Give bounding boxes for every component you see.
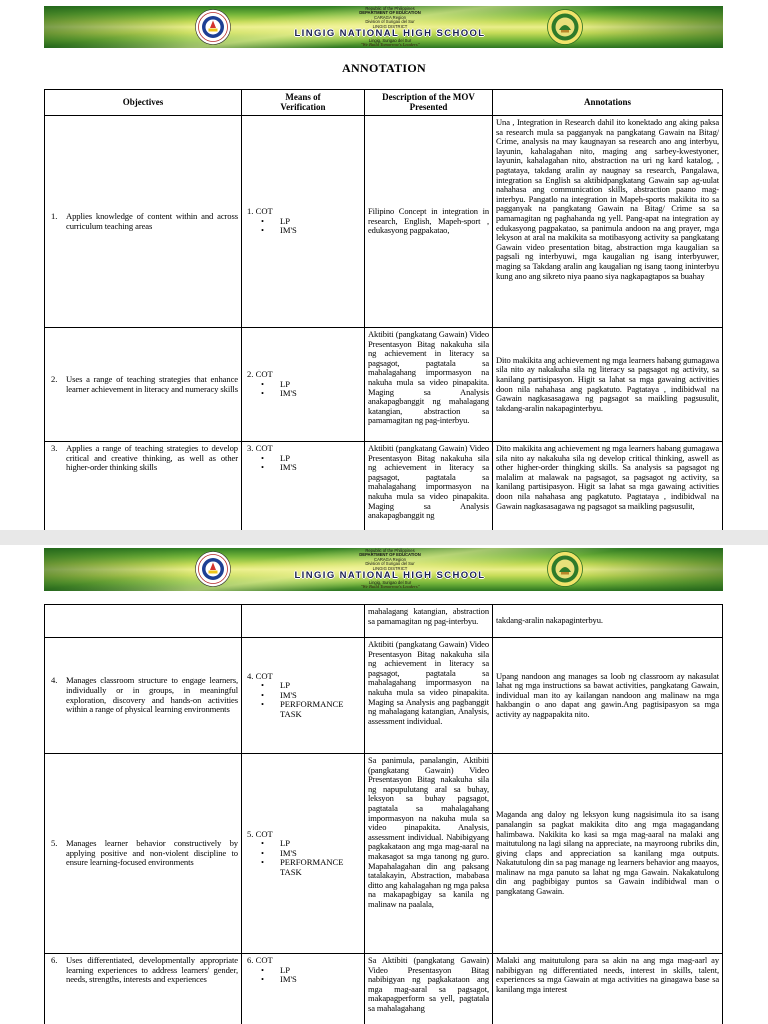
school-motto: "We Build Tomorrow's Leaders" bbox=[360, 42, 420, 48]
description-cell bbox=[365, 328, 493, 442]
description-cell bbox=[365, 605, 493, 638]
annotation-table-continued bbox=[44, 604, 723, 1024]
mov-cell bbox=[242, 605, 365, 638]
mov-item: • IM'S bbox=[245, 389, 361, 399]
division-line: Division of Surigao del Sur bbox=[365, 19, 415, 25]
mov-item: • IM'S bbox=[245, 226, 361, 236]
annotation-cell bbox=[493, 116, 723, 328]
description-text: mahalagang katangian, abstraction sa pamamagitan ng pag-interbyu. bbox=[368, 606, 489, 626]
objective-number: 1. bbox=[51, 210, 58, 221]
school-seal-icon bbox=[547, 551, 583, 587]
annotation-cell bbox=[493, 605, 723, 638]
school-name: LINGIG NATIONAL HIGH SCHOOL bbox=[294, 28, 486, 40]
mov-item: • IM'S bbox=[245, 849, 361, 859]
mov-list bbox=[245, 380, 361, 399]
mov-list bbox=[245, 454, 361, 473]
description-text: Filipino Concept in integration in research, English, Mapeh-sport , edukasyong pagpakatao, bbox=[368, 206, 489, 236]
mov-label: 5. COT bbox=[247, 828, 273, 839]
mov-cell bbox=[242, 442, 365, 530]
school-header-banner bbox=[44, 548, 723, 591]
mov-list bbox=[245, 681, 361, 719]
objective-cell bbox=[45, 442, 242, 530]
mov-item: • PERFORMANCE TASK bbox=[245, 858, 361, 877]
annotation-table bbox=[44, 89, 723, 530]
column-header-annotations: Annotations bbox=[493, 90, 723, 116]
annotation-text: Dito makikita ang achievement ng mga learners habang gumagawa sila nito ay nakakuha sila ng literacy sa pagsagot ng activity, sa kanilang partisipasyon. Higit sa lahat sa mga gawaing activities doon nila nahahasa ang pagkatuto. Pagtataya , indibidwal na Gawain nagkasasagawa ng pagsagot sa maikling pagsusulit, takdang-aralin nakapaginterbyu. bbox=[496, 354, 719, 413]
description-cell bbox=[365, 116, 493, 328]
annotation-cell bbox=[493, 638, 723, 754]
objective-text: Uses a range of teaching strategies that enhance learner achievement in literacy and numeracy skills bbox=[66, 373, 238, 394]
mov-item: • PERFORMANCE TASK bbox=[245, 700, 361, 719]
mov-cell bbox=[242, 638, 365, 754]
description-text: Aktibiti (pangkatang Gawain) Video Presentasyon Bitag nakakuha sila ng achievement in literacy sa pagsagot, pagtatala sa mahalagahang impormasyon na nakuha mula sa video pinapakita. Maging sa Analysis anakapagbanggit ng bbox=[368, 443, 489, 521]
mov-item: • IM'S bbox=[245, 975, 361, 985]
deped-seal-icon bbox=[195, 9, 231, 45]
mov-item: • IM'S bbox=[245, 463, 361, 473]
annotation-text: Dito makikita ang achievement ng mga learners habang gumagawa sila nito ay nakakuha sila ng develop critical thinking, aswell as other higher-order thingking skills. Sa analysis sa pagsagot ng malalim at malawak na pagsagot, sa pagsagot ng activity, sa kanilang partisipasyon. Higit sa lahat sa mga gawaing activities doon nila nahahasa ang pagkatuto. Pagtataya , indibidwal na Gawain nagkasasagawa ng pagsagot sa maikling pagsusulit, bbox=[496, 443, 719, 511]
objective-cell bbox=[45, 954, 242, 1024]
mov-cell bbox=[242, 328, 365, 442]
objective-cell bbox=[45, 638, 242, 754]
mov-cell bbox=[242, 754, 365, 954]
description-text: Aktibiti (pangkatang Gawain) Video Presentasyon Bitag nakakuha sila ng achievement in literacy sa pagsagot, pagtatala sa mahalagahang impormasyon na nakuha mula sa video pinapakita. Maging sa Analysis anakapagbanggit ng mahalagang katangian, abstraction sa pamamagitan ng pag-interbyu. bbox=[368, 329, 489, 426]
column-header-objectives: Objectives bbox=[45, 90, 242, 116]
school-address: Lingig, Surigao del Sur bbox=[368, 38, 412, 44]
mov-item: • LP bbox=[245, 217, 361, 227]
objective-number: 3. bbox=[51, 443, 58, 453]
description-text: Sa Aktibiti (pangkatang Gawain) Video Presentasyon Bitag nabibigyan ng pagkakataon ang mga mag-aaral sa pagsagot, makapagperform sa yell, pagtatala sa mahalagahang bbox=[368, 955, 489, 1013]
annotation-text: takdang-aralin nakapaginterbyu. bbox=[496, 615, 603, 626]
objective-number: 4. bbox=[51, 675, 58, 686]
republic-line: Republic of the Philippines bbox=[365, 6, 415, 11]
department-line: DEPARTMENT OF EDUCATION bbox=[359, 552, 421, 558]
annotation-text: Una , Integration in Research dahil ito konektado ang aking paksa sa research mula sa pagganyak na pangkatang Gawain na Bitag/ Crime, analysis na may kaugnayan sa research ano ang interbyu, layunin, kahalagahan nito, maging ang sarbey-kwestyoner, layunin, kahalagahan nito, abstraction na uri ng kard katalog, , pagtataya, takdang aralin ay naugnay sa research, Pangalawa, integration sa English sa aktibidpangkatang Gawain sap ag-uulat nahahasa ang communication skills, abstraction paano mag-interbyu. Pangatlo na integration in Mapeh-sports makikita ito sa pagganyak na pangkatang Gawain na Bitag/ Crime sa sa pamamagitan ng paghahanda ng yell. Pang-apat na integration ay edukasyong pagpakatao, sa panimula andoon na ang prayer, mga lekyson at aral na makikita sa motibasyong activity sa pangkatang Gawain video presentation bitag, abstraction mga kaugalian sa pagsali ng interbyuwi, mga kaugalian ng isang interbyuwer, maging sa Takdang aralin ang kaugalian ng isang taong ininterbyu kung ano ang sikreto niya paano siya nagkapagtapos sa buahay bbox=[496, 117, 719, 281]
district-line: LINGIG DISTRICT bbox=[372, 23, 408, 29]
column-header-means-of-verification: Means of Verification bbox=[242, 90, 365, 116]
description-cell bbox=[365, 954, 493, 1024]
mov-cell bbox=[242, 954, 365, 1024]
region-line: CARAGA Region bbox=[374, 14, 406, 20]
objective-cell bbox=[45, 754, 242, 954]
mov-label: 1. COT bbox=[247, 206, 273, 217]
objective-number: 6. bbox=[51, 955, 58, 965]
school-name: LINGIG NATIONAL HIGH SCHOOL bbox=[294, 570, 486, 582]
mov-item: • LP bbox=[245, 454, 361, 464]
description-cell bbox=[365, 442, 493, 530]
annotation-text: Malaki ang maitutulong para sa akin na ang mga mag-aarl ay nabibigyan ng differentiated needs, interest in skills, talent, experiences sa mga Gawain at mga activities na ginagawa base sa kanilang mga interest bbox=[496, 955, 719, 994]
objective-cell bbox=[45, 116, 242, 328]
annotation-text: Upang nandoon ang manages sa loob ng classroom ay nakasulat lahat ng mga instructions sa bawat activities, pangkatang Gawain, individual man ito ay kailangan nandoon ang malinaw na mga hakbangin o ano dapat ang gawin.Ang pagtisipasyon sa mga activity ay nagpapakita nito. bbox=[496, 670, 719, 719]
mov-item: • IM'S bbox=[245, 691, 361, 701]
annotation-cell bbox=[493, 328, 723, 442]
annotation-text: Maganda ang daloy ng leksyon kung nagsisimula ito sa isang panalangin sa pagkat makikita dito ang mga magagandang halimbawa. Nakikita ko kasi sa mga mag-aaral na malaki ang maitutulong na lagi silang na appreciate, na mayroong rubriks din, giving claps and appreciation sa kanilang mga outputs. Nakatutulong din sa pag manage ng learners behavior ang maayos, malinaw na mga panuto sa lahat ng mga Gawain. Nakakatulong din ang pagbibigay puntos sa Gawain indibidwal man o pangkatang Gawain. bbox=[496, 809, 719, 897]
mov-list bbox=[245, 217, 361, 236]
district-line: LINGIG DISTRICT bbox=[372, 565, 408, 571]
region-line: CARAGA Region bbox=[374, 556, 406, 562]
objective-cell bbox=[45, 605, 242, 638]
objective-text: Applies knowledge of content within and across curriculum teaching areas bbox=[66, 210, 238, 231]
school-address: Lingig, Surigao del Sur bbox=[368, 580, 412, 586]
description-text: Aktibiti (pangkatang Gawain) Video Presentasyon Bitag nakakuha sila ng achievement in literacy sa pagsagot, pagtatala sa mahalagahang impormasyon na nakuha mula sa video pinapakita. Maging sa Analysis ang pagbanggit ng mahalagang katangian, Analysis, assessment individual. bbox=[368, 639, 489, 726]
republic-line: Republic of the Philippines bbox=[365, 548, 415, 553]
objective-number: 2. bbox=[51, 373, 58, 384]
school-motto: "We Build Tomorrow's Leaders" bbox=[360, 584, 420, 590]
description-cell bbox=[365, 638, 493, 754]
document-page-2 bbox=[0, 545, 768, 1024]
school-seal-icon bbox=[547, 9, 583, 45]
objective-text: Applies a range of teaching strategies to develop critical and creative thinking, as well as other higher-order thinking skills bbox=[66, 443, 238, 473]
mov-label: 2. COT bbox=[247, 369, 273, 380]
description-text: Sa panimula, panalangin, Aktibiti (pangkatang Gawain) Video Presentasyon Bitag nakakuha sila ng napupulutang aral sa buhay, leksyon sa buhay pagsagot, pagtatala sa mahalagahang impormasyon na nakuha mula sa video pinapakita. Analysis, assessment individual. Nabibigyang pagkakataon ang mga mag-aaral na makasagot sa mga tanong ng guro. Mapahalagahan din ang paksang tatalakayin, Abstraction, mababasa ditto ang kahalagahan ng mga paksa na makapagbigay sa kanila ng malinaw na paalala, bbox=[368, 755, 489, 909]
deped-seal-icon bbox=[195, 551, 231, 587]
annotation-cell bbox=[493, 442, 723, 530]
school-header-banner bbox=[44, 6, 723, 48]
objective-text: Manages classroom structure to engage learners, individually or in groups, in meaningful exploration, discovery and hands-on activities within a range of physical learning environments bbox=[66, 675, 238, 715]
mov-cell bbox=[242, 116, 365, 328]
mov-label: 3. COT bbox=[247, 443, 273, 453]
division-line: Division of Surigao del Sur bbox=[365, 561, 415, 567]
objective-text: Uses differentiated, developmentally appropriate learning experiences to address learners' gender, needs, strengths, interests and experiences bbox=[66, 955, 238, 985]
mov-label: 4. COT bbox=[247, 670, 273, 681]
school-header-text bbox=[250, 7, 530, 48]
mov-item: • LP bbox=[245, 681, 361, 691]
mov-item: • LP bbox=[245, 839, 361, 849]
description-cell bbox=[365, 754, 493, 954]
department-line: DEPARTMENT OF EDUCATION bbox=[359, 10, 421, 16]
school-header-text bbox=[250, 549, 530, 590]
page-title: ANNOTATION bbox=[342, 61, 426, 75]
mov-list bbox=[245, 839, 361, 877]
mov-item: • LP bbox=[245, 380, 361, 390]
objective-number: 5. bbox=[51, 838, 58, 849]
objective-cell bbox=[45, 328, 242, 442]
mov-list bbox=[245, 966, 361, 985]
column-header-description: Description of the MOV Presented bbox=[365, 90, 493, 116]
annotation-cell bbox=[493, 754, 723, 954]
annotation-cell bbox=[493, 954, 723, 1024]
mov-item: • LP bbox=[245, 966, 361, 976]
objective-text: Manages learner behavior constructively by applying positive and non-violent discipline to ensure learning-focused environments bbox=[66, 838, 238, 868]
mov-label: 6. COT bbox=[247, 955, 273, 965]
